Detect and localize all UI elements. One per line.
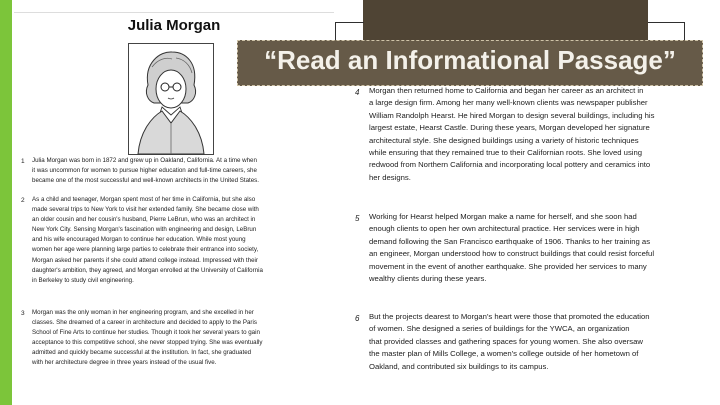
passage-title: Julia Morgan xyxy=(127,17,221,34)
paragraph-line: of women. She designed a series of buildings for the YWCA, an organization xyxy=(369,324,630,334)
paragraph-line: a large design firm. Among her many well-known clients was newspaper publisher xyxy=(369,98,648,108)
paragraph-line: Morgan then returned home to California and began her career as an architect in xyxy=(369,86,644,95)
paragraph-6 xyxy=(369,311,650,373)
paragraph-line: acceptance to this competitive school, she never stopped trying. She was eventually xyxy=(32,339,263,347)
paragraph-line: William Randolph Hearst. He hired Morgan to design several buildings, including his xyxy=(369,110,655,120)
paragraph-line: in Berkeley to study civil engineering. xyxy=(32,276,134,284)
slide-title: “Read an Informational Passage” xyxy=(264,45,676,75)
paragraph-line: classes. She dreamed of a career in architecture and decided to apply to the Paris xyxy=(32,319,257,327)
paragraph-line: enough clients to open her own architectural practice. Her services were in high xyxy=(369,224,640,234)
paragraph-line: women her age were planning large parties to celebrate their entrance into society, xyxy=(32,246,259,254)
paragraph-line: and his wife encouraged Morgan to continue her education. While most young xyxy=(32,236,246,244)
paragraph-line: Oakland, and contributed six buildings to its campus. xyxy=(369,361,549,371)
paragraph-line: School of Fine Arts to continue her studies. Though it took her several years to gain xyxy=(32,329,260,337)
woman-portrait-icon xyxy=(128,43,214,155)
paragraph-line: an engineer, Morgan understood how to construct buildings that could resist forceful xyxy=(369,249,655,259)
paragraph-line: demand following the San Francisco earthquake of 1906. Thanks to her training as xyxy=(369,236,651,246)
paragraph-line: But the projects dearest to Morgan's heart were those that promoted the education xyxy=(369,312,650,321)
paragraph-line: New York City. Sensing Morgan's fascination with engineering and design, LeBrun xyxy=(32,226,257,234)
paragraph-number: 1 xyxy=(21,158,25,165)
paragraph-line: Morgan asked her parents if she could attend college instead. Impressed with their xyxy=(32,256,258,264)
paragraph-1 xyxy=(32,156,259,186)
paragraph-line: made several trips to New York to visit her extended family. She became close with xyxy=(32,206,259,214)
paragraph-2 xyxy=(32,195,263,286)
paragraph-line: admitted and quickly became successful at the institution. In fact, she graduated xyxy=(32,349,252,357)
paragraph-line: with her architecture degree in three years instead of the usual five. xyxy=(32,359,217,367)
paragraph-line: redwood from Northern California and incorporating local pottery and ceramics into xyxy=(369,160,651,170)
paragraph-number: 6 xyxy=(355,314,360,323)
accent-bar xyxy=(0,0,12,405)
paragraph-4 xyxy=(369,85,654,184)
paragraph-line: daughter's ambition, they agreed, and Morgan enrolled at the University of California xyxy=(32,266,263,274)
paragraph-line: her designs. xyxy=(369,172,411,182)
paragraph-number: 4 xyxy=(355,88,360,97)
paragraph-line: became one of the most successful and well-known architects in the United States. xyxy=(32,177,259,185)
right-passage-page xyxy=(345,82,707,392)
paragraph-line: while ensuring that they remained true to their Californian roots. She loved using xyxy=(369,148,643,158)
paragraph-number: 5 xyxy=(355,214,360,223)
paragraph-line: Working for Hearst helped Morgan make a name for herself, and she soon had xyxy=(369,212,637,221)
paragraph-line: wealthy clients during these years. xyxy=(369,274,487,284)
paragraph-line: As a child and teenager, Morgan spent most of her time in California, but she also xyxy=(32,196,256,203)
paragraph-line: Julia Morgan was born in 1872 and grew up in Oakland, California. At a time when xyxy=(32,157,257,164)
paragraph-line: largest estate, Hearst Castle. During these years, Morgan developed her signature xyxy=(369,123,650,133)
paragraph-number: 2 xyxy=(21,197,25,204)
slide-title-banner xyxy=(237,40,703,86)
paragraph-line: the master plan of Mills College, a women's college outside of her hometown of xyxy=(369,349,639,359)
paragraph-line: that provided classes and gathering spaces for young women. She also oversaw xyxy=(369,336,643,346)
paragraph-number: 3 xyxy=(21,310,25,317)
paragraph-line: movement in the event of another earthquake. She provided her services to many xyxy=(369,261,647,271)
paragraph-line: Morgan was the only woman in her engineering program, and she excelled in her xyxy=(32,309,254,316)
paragraph-3 xyxy=(32,308,262,369)
paragraph-line: it was uncommon for women to pursue higher education and full-time careers, she xyxy=(32,167,257,175)
paragraph-5 xyxy=(369,211,654,285)
paragraph-line: architectural style. She designed buildings using a variety of historic techniques xyxy=(369,135,639,145)
paragraph-line: an older cousin and her cousin's husband, Pierre LeBrun, who was an architect in xyxy=(32,216,256,224)
